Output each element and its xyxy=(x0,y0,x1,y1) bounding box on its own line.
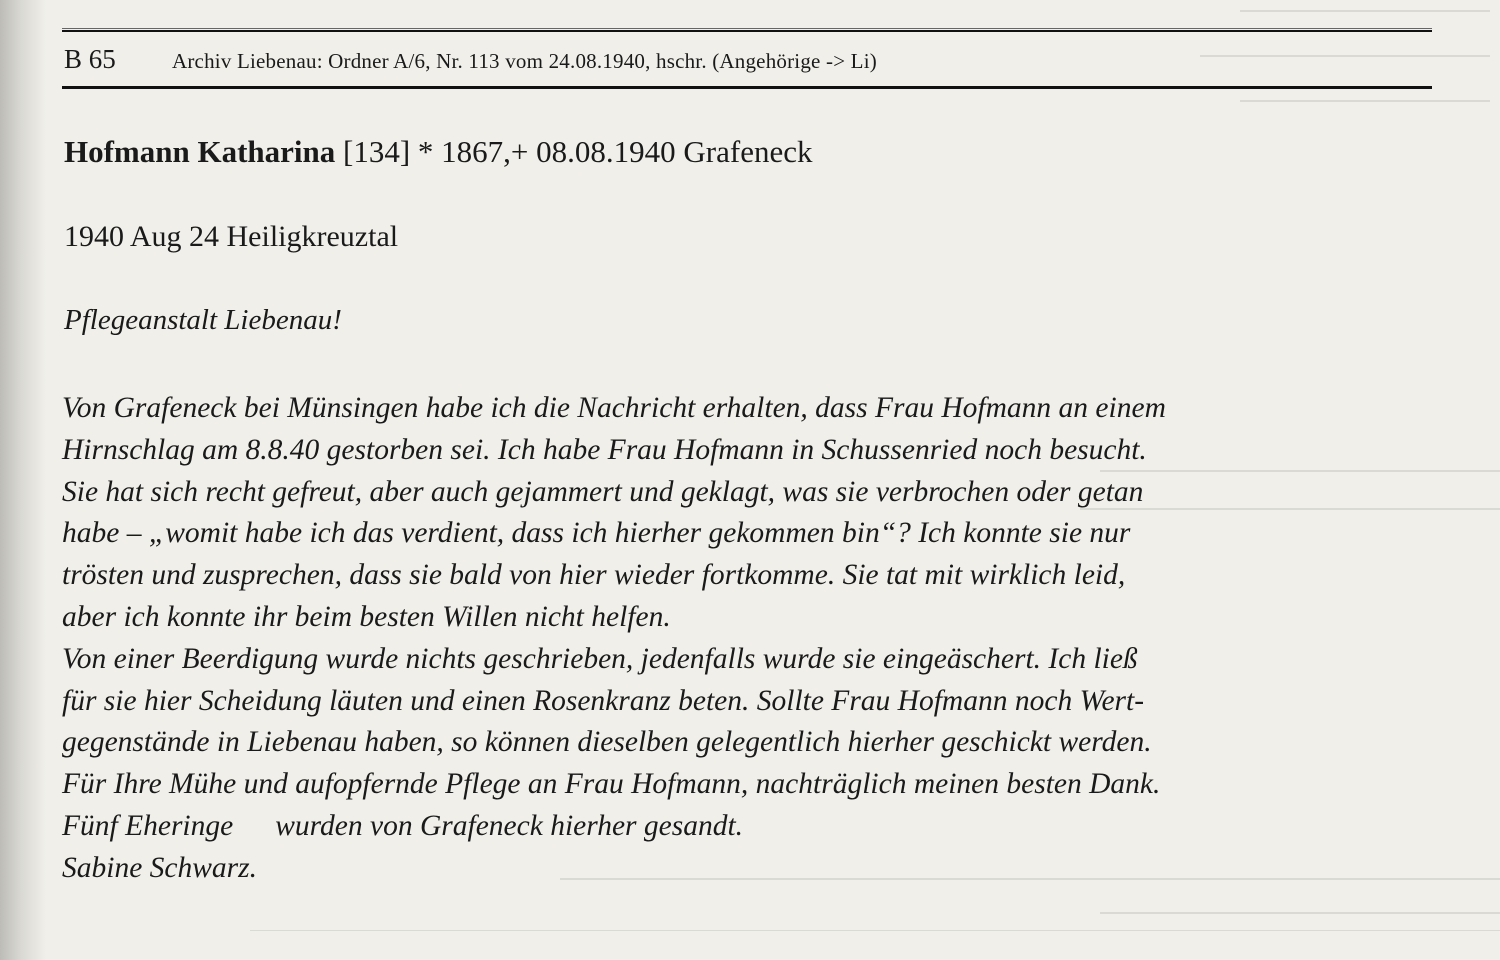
letter-line: für sie hier Scheidung läuten und einen Rosenkranz beten. Sollte Frau Hofmann noch Wert- xyxy=(62,684,1145,717)
rings-text-start: Fünf Eheringe xyxy=(62,809,234,842)
person-details: [134] * 1867,+ 08.08.1940 Grafeneck xyxy=(335,134,813,169)
header xyxy=(64,44,877,75)
header-rule-bottom xyxy=(62,86,1432,89)
document-code: B 65 xyxy=(64,44,116,74)
letter-line: gegenstände in Liebenau haben, so können dieselben gelegentlich hierher geschickt werden. xyxy=(62,726,1152,759)
letter-line: trösten und zusprechen, dass sie bald von hier wieder fortkomme. Sie tat mit wirklich leid, xyxy=(62,559,1126,592)
header-rule-top-faint xyxy=(62,28,1432,29)
document-page xyxy=(62,0,1432,960)
letter-dateline: 1940 Aug 24 Heiligkreuztal xyxy=(64,220,399,253)
letter-line: aber ich konnte ihr beim besten Willen nicht helfen. xyxy=(62,600,671,633)
letter-line: Von Grafeneck bei Münsingen habe ich die Nachricht erhalten, dass Frau Hofmann an einem xyxy=(62,392,1166,424)
archive-reference: Archiv Liebenau: Ordner A/6, Nr. 113 vom 24.08.1940, hschr. (Angehörige -> Li) xyxy=(172,49,877,73)
letter-line-rings xyxy=(62,806,1432,848)
person-name: Hofmann Katharina xyxy=(64,134,336,169)
letter-signature: Sabine Schwarz. xyxy=(62,851,258,884)
header-rule-top xyxy=(62,30,1432,32)
letter-line: Für Ihre Mühe und aufopfernde Pflege an Frau Hofmann, nachträglich meinen besten Dank. xyxy=(62,768,1161,801)
letter-line: Sie hat sich recht gefreut, aber auch gejammert und geklagt, was sie verbrochen oder getan xyxy=(62,475,1144,508)
letter-line: habe – „womit habe ich das verdient, dass ich hierher gekommen bin“? Ich konnte sie nur xyxy=(62,517,1131,550)
page-spine-shadow xyxy=(0,0,46,960)
rings-text-end: wurden von Grafeneck hierher gesandt. xyxy=(275,809,744,842)
entry-title xyxy=(64,134,812,170)
letter-salutation: Pflegeanstalt Liebenau! xyxy=(64,304,342,336)
letter-body xyxy=(62,388,1432,890)
letter-line: Hirnschlag am 8.8.40 gestorben sei. Ich habe Frau Hofmann in Schussenried noch besucht. xyxy=(62,433,1147,466)
letter-line: Von einer Beerdigung wurde nichts geschrieben, jedenfalls wurde sie eingeäschert. Ich ließ xyxy=(62,642,1138,675)
